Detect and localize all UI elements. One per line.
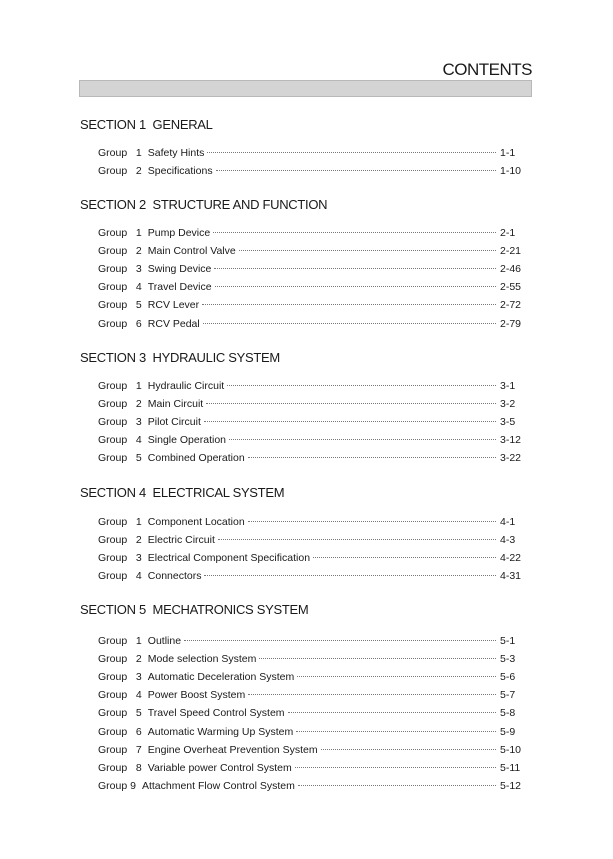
dot-leader [214,268,496,269]
toc-entry[interactable] [98,744,522,756]
toc-entry[interactable] [98,762,522,774]
dot-leader [213,232,496,233]
group-title: Electrical Component Specification [147,552,311,565]
group-title: Electric Circuit [147,534,215,547]
page-number: 2-46 [500,263,522,276]
toc-entry[interactable] [98,780,522,792]
group-title: Main Control Valve [147,245,236,258]
page-number: 2-55 [500,281,522,294]
page-number: 2-21 [500,245,522,258]
page-number: 5-3 [500,653,516,666]
toc-entry[interactable] [98,570,522,582]
dot-leader [207,152,496,153]
dot-leader [297,676,496,677]
section-heading: SECTION 3 HYDRAULIC SYSTEM [80,350,280,365]
dot-leader [259,658,496,659]
page-number: 5-1 [500,635,516,647]
toc-entry[interactable] [98,726,522,738]
toc-entry[interactable] [98,671,522,683]
page-title: CONTENTS [442,60,532,79]
toc-entry[interactable] [98,318,522,330]
group-title: Pump Device [147,227,211,239]
dot-leader [295,767,496,768]
group-title: Hydraulic Circuit [147,380,225,392]
page-number: 3-22 [500,452,522,465]
group-label: Group 3 [98,263,142,276]
dot-leader [298,785,496,786]
page-number: 5-6 [500,671,516,684]
page-number: 3-12 [500,434,522,447]
toc-entry[interactable] [98,263,522,275]
header-bar [79,80,532,97]
dot-leader [216,170,496,171]
page-number: 4-3 [500,534,516,547]
group-title: Travel Speed Control System [147,707,285,720]
toc-entry[interactable] [98,299,522,311]
group-title: Component Location [147,516,245,528]
group-label: Group 4 [98,281,142,294]
toc-entry[interactable] [98,653,522,665]
group-title: Outline [147,635,182,647]
group-title: Variable power Control System [147,761,292,774]
group-title: Main Circuit [147,398,204,411]
group-label: Group 2 [98,245,142,258]
group-label: Group 4 [98,570,142,583]
dot-leader [215,286,496,287]
page-number: 5-8 [500,707,516,720]
group-label: Group 3 [98,416,142,429]
group-label: Group 3 [98,671,142,684]
group-label: Group 3 [98,552,142,565]
page-number: 3-1 [500,380,516,392]
toc-entry[interactable] [98,281,522,293]
dot-leader [218,539,496,540]
group-label: Group 8 [98,761,142,774]
dot-leader [296,731,496,732]
toc-entry[interactable] [98,416,522,428]
toc-entry[interactable] [98,452,522,464]
toc-entry[interactable] [98,434,522,446]
page-number: 3-2 [500,398,516,411]
dot-leader [248,521,496,522]
group-label: Group 5 [98,452,142,465]
group-title: Automatic Warming Up System [147,725,294,738]
dot-leader [313,557,496,558]
group-title: Connectors [147,570,202,583]
toc-entry[interactable] [98,516,522,528]
group-label: Group 9 [98,779,136,792]
group-label: Group 5 [98,299,142,312]
group-label: Group 6 [98,725,142,738]
group-title: Attachment Flow Control System [141,779,295,792]
group-label: Group 1 [98,516,142,528]
page-number: 4-1 [500,516,516,528]
toc-entry[interactable] [98,707,522,719]
dot-leader [184,640,496,641]
group-label: Group 2 [98,398,142,411]
section-heading: SECTION 5 MECHATRONICS SYSTEM [80,602,309,617]
group-title: Power Boost System [147,689,246,702]
toc-entry[interactable] [98,245,522,257]
group-label: Group 7 [98,743,142,756]
group-title: Specifications [147,165,213,178]
group-title: Pilot Circuit [147,416,201,429]
group-label: Group 4 [98,689,142,702]
dot-leader [227,385,496,386]
page-number: 2-79 [500,317,522,330]
dot-leader [204,421,496,422]
dot-leader [202,304,496,305]
toc-entry[interactable] [98,552,522,564]
dot-leader [203,323,496,324]
group-title: Travel Device [147,281,212,294]
section-heading: SECTION 2 STRUCTURE AND FUNCTION [80,197,328,212]
section-heading: SECTION 4 ELECTRICAL SYSTEM [80,485,285,500]
group-title: Single Operation [147,434,226,447]
group-label: Group 6 [98,317,142,330]
dot-leader [248,694,496,695]
group-label: Group 2 [98,534,142,547]
group-label: Group 1 [98,227,142,239]
group-title: RCV Lever [147,299,200,312]
group-label: Group 1 [98,380,142,392]
group-label: Group 1 [98,147,142,159]
page-number: 5-10 [500,743,522,756]
group-label: Group 4 [98,434,142,447]
dot-leader [229,439,496,440]
page-number: 5-12 [500,779,522,792]
toc-entry[interactable] [98,534,522,546]
page-number: 4-22 [500,552,522,565]
group-label: Group 5 [98,707,142,720]
page-number: 1-10 [500,165,522,178]
page-number: 2-72 [500,299,522,312]
group-title: Mode selection System [147,653,257,666]
group-label: Group 2 [98,165,142,178]
group-title: Automatic Deceleration System [147,671,295,684]
toc-entry[interactable] [98,398,522,410]
page-number: 5-11 [500,761,521,774]
page-number: 5-7 [500,689,516,702]
page-number: 4-31 [500,570,522,583]
page-number: 2-1 [500,227,516,239]
dot-leader [248,457,496,458]
toc-entry[interactable] [98,227,522,239]
group-label: Group 1 [98,635,142,647]
page-number: 5-9 [500,725,516,738]
page-number: 3-5 [500,416,516,429]
toc-entry[interactable] [98,635,522,647]
dot-leader [321,749,496,750]
dot-leader [239,250,496,251]
toc-entry[interactable] [98,380,522,392]
group-title: RCV Pedal [147,317,200,330]
group-title: Engine Overheat Prevention System [147,743,318,756]
dot-leader [206,403,496,404]
toc-entry[interactable] [98,165,522,177]
toc-entry[interactable] [98,147,522,159]
group-title: Swing Device [147,263,212,276]
toc-entry[interactable] [98,689,522,701]
page-number: 1-1 [500,147,516,159]
group-label: Group 2 [98,653,142,666]
dot-leader [288,712,496,713]
group-title: Combined Operation [147,452,245,465]
section-heading: SECTION 1 GENERAL [80,117,213,132]
dot-leader [204,575,496,576]
group-title: Safety Hints [147,147,205,159]
